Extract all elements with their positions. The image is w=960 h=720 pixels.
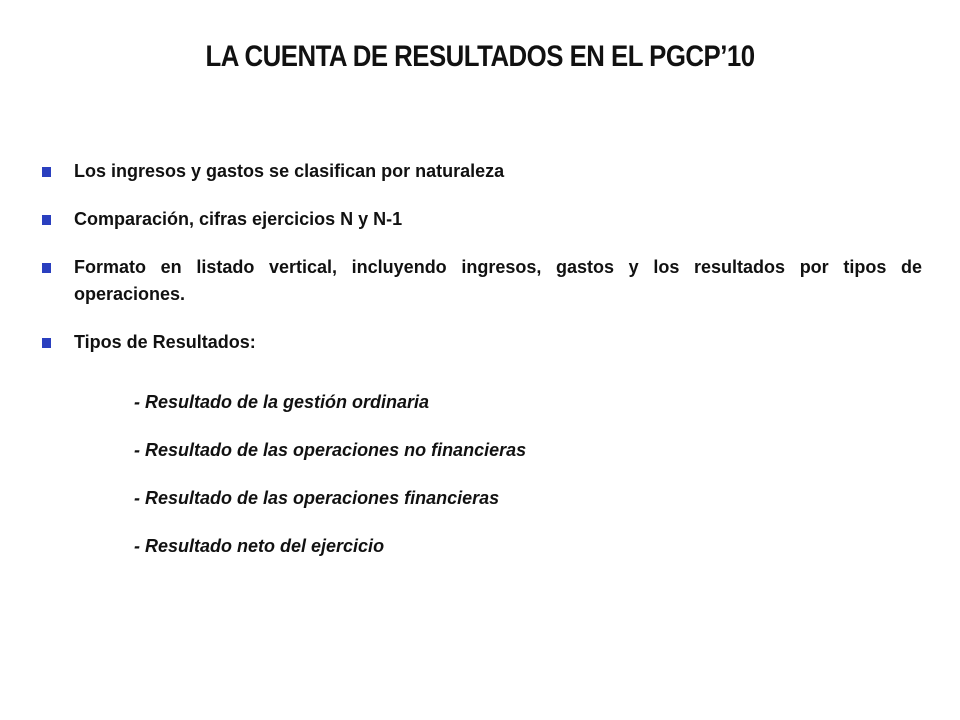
bullet-item-1 <box>42 158 922 185</box>
bullet-text: Comparación, cifras ejercicios N y N-1 <box>74 209 403 229</box>
result-type-item: - Resultado de la gestión ordinaria <box>134 392 430 412</box>
bullet-item-4 <box>42 329 922 356</box>
result-type-item: - Resultado neto del ejercicio <box>134 536 385 556</box>
bullet-list <box>42 158 922 377</box>
square-bullet-icon <box>42 167 51 177</box>
bullet-item-2 <box>42 206 922 233</box>
result-type-item: - Resultado de las operaciones financieras <box>134 488 500 508</box>
bullet-text: Tipos de Resultados: <box>74 332 256 352</box>
result-types-list <box>134 389 526 581</box>
bullet-text: Formato en listado vertical, incluyendo ingresos, gastos y los resultados por tipos de operaciones. <box>74 257 922 304</box>
bullet-item-3 <box>42 254 922 308</box>
square-bullet-icon <box>42 263 51 273</box>
square-bullet-icon <box>42 338 51 348</box>
bullet-text: Los ingresos y gastos se clasifican por naturaleza <box>74 161 505 181</box>
result-type-item: - Resultado de las operaciones no financieras <box>134 440 527 460</box>
page-title: LA CUENTA DE RESULTADOS EN EL PGCP’10 <box>205 40 755 73</box>
square-bullet-icon <box>42 215 51 225</box>
